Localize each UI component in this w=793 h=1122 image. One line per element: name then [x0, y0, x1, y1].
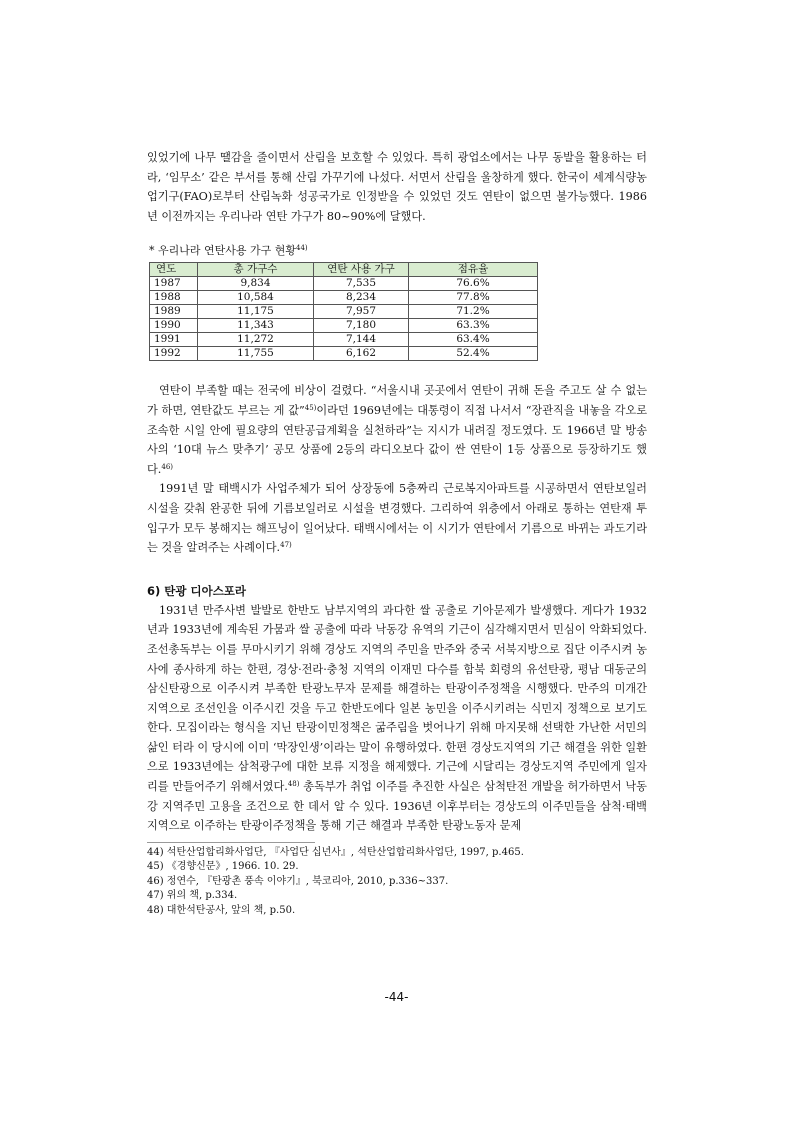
- paragraph-text: 연탄이 부족할 때는 전국에 비상이 걸렸다. “서울시내 곳곳에서 연탄이 귀해 돈을 주고도 살 수 없는가 하면, 연탄값도 부르는 게 값”: [147, 384, 647, 417]
- footnote-48: 48) 대한석탄공사, 앞의 책, p.50.: [147, 904, 296, 916]
- cell-share: 76.6%: [409, 277, 538, 291]
- briquette-households-table: [149, 262, 538, 361]
- footnote-ref-44: 44): [296, 244, 308, 253]
- paragraph-text: 1991년 말 태백시가 사업주체가 되어 상장동에 5층짜리 근로복지아파트를 시공하면서 연탄보일러 시설을 갖춰 완공한 뒤에 기름보일러로 시설을 변경했다. 그리하여 위층에서 아래로 통하는 연탄재 투입구가 모두 봉해지는 해프닝이 일어났다. 태백시에서는 이 시기가 연탄에서 기름으로 바뀌는 과도기라는 것을 알려주는 사례이다.: [147, 482, 647, 555]
- page-number: -44-: [384, 990, 409, 1004]
- footnote-divider: [147, 842, 315, 843]
- document-body: [147, 148, 647, 918]
- cell-total: 11,175: [198, 305, 314, 319]
- table-row: [150, 305, 538, 319]
- cell-briquette: 7,957: [314, 305, 409, 319]
- cell-share: 77.8%: [409, 291, 538, 305]
- cell-share: 63.3%: [409, 319, 538, 333]
- table-caption-text: * 우리나라 연탄사용 가구 현황: [149, 244, 296, 258]
- footnote-44: 44) 석탄산업합리화사업단, 『사업단 십년사』, 석탄산업합리화사업단, 1997, p.465.: [147, 846, 524, 858]
- paragraph-briquette-shortage: [147, 381, 647, 479]
- cell-year: 1988: [150, 291, 198, 305]
- footnote-ref-47: 47): [280, 541, 292, 550]
- paragraph-diaspora: [147, 601, 647, 836]
- cell-share: 71.2%: [409, 305, 538, 319]
- cell-share: 52.4%: [409, 347, 538, 361]
- cell-total: 11,343: [198, 319, 314, 333]
- footnotes: [147, 846, 647, 919]
- cell-share: 63.4%: [409, 333, 538, 347]
- table-header-row: [150, 263, 538, 277]
- table-row: [150, 277, 538, 291]
- footnote-46: 46) 정연수, 『탄광촌 풍속 이야기』, 북코리아, 2010, p.336~337.: [147, 875, 449, 887]
- footnote-45: 45) 《경향신문》, 1966. 10. 29.: [147, 861, 299, 873]
- cell-year: 1987: [150, 277, 198, 291]
- paragraph-text: 총독부가 취업 이주를 추진한 사실은 삼척탄전 개발을 허가하면서 낙동강 지역주민 고용을 조건으로 한 데서 알 수 있다. 1936년 이후부터는 경상도의 이주민들을 삼척·태백지역으로 이주하는 탄광이주정책을 통해 기근 해결과 부족한 탄광노동자 문제: [147, 780, 647, 833]
- cell-total: 10,584: [198, 291, 314, 305]
- table-caption: [147, 242, 647, 260]
- cell-year: 1990: [150, 319, 198, 333]
- paragraph-text: 1931년 만주사변 발발로 한반도 남부지역의 과다한 쌀 공출로 기아문제가 발생했다. 게다가 1932년과 1933년에 계속된 가뭄과 쌀 공출에 따라 낙동강 유역의 기근이 심각해지면서 민심이 악화되었다. 조선총독부는 이를 무마시키기 위해 경상도 지역의 주민을 만주와 중국 서북지방으로 집단 이주시켜 농사에 종사하게 하는 한편, 경상·전라·충청 지역의 이재민 다수를 함북 회령의 유선탄광, 평남 대동군의 삼신탄광으로 이주시켜 부족한 탄광노무자 문제를 해결하는 탄광이주정책을 시행했다. 만주의 미개간 지역으로 조선인을 이주시킨 것을 두고 한반도에다 일본 농민을 이주시키려는 식민지 정책으로 보기도 한다. 모집이라는 형식을 지닌 탄광이민정책은 굶주림을 벗어나기 위해 마지못해 선택한 가난한 서민의 삶인 터라 이 당시에 이미 ‘막장인생’이라는 말이 유행하였다. 한편 경상도지역의 기근 해결을 위한 일환으로 1933년에는 삼척광구에 대한 보류 지정을 해제했다. 기근에 시달리는 경상도지역 주민에게 일자리를 만들어주기 위해서였다.: [147, 603, 647, 794]
- table-row: [150, 319, 538, 333]
- header-total-households: 총 가구수: [198, 263, 314, 277]
- cell-total: 11,755: [198, 347, 314, 361]
- cell-briquette: 7,180: [314, 319, 409, 333]
- paragraph-text: 이라던 1969년에는 대통령이 직접 나서서 “장관직을 내놓을 각오로 조속한 시일 안에 필요량의 연탄공급계획을 실천하라”는 지시가 내려질 정도였다. 도 1966년 말 방송사의 ‘10대 뉴스 맞추기’ 공모 상품에 2등의 라디오보다 값이 싼 연탄이 1등 상품으로 등장하기도 했다.: [147, 403, 648, 476]
- table-row: [150, 347, 538, 361]
- cell-year: 1989: [150, 305, 198, 319]
- footnote-47: 47) 위의 책, p.334.: [147, 890, 238, 902]
- cell-briquette: 8,234: [314, 291, 409, 305]
- cell-briquette: 7,535: [314, 277, 409, 291]
- footnote-ref-48: 48): [287, 780, 300, 789]
- cell-total: 11,272: [198, 333, 314, 347]
- header-briquette-households: 연탄 사용 가구: [314, 263, 409, 277]
- cell-year: 1991: [150, 333, 198, 347]
- cell-briquette: 6,162: [314, 347, 409, 361]
- cell-briquette: 7,144: [314, 333, 409, 347]
- section-heading: 6) 탄광 디아스포라: [147, 583, 247, 598]
- cell-year: 1992: [150, 347, 198, 361]
- footnote-ref-46: 46): [161, 462, 174, 471]
- cell-total: 9,834: [198, 277, 314, 291]
- table-row: [150, 333, 538, 347]
- footnote-ref-45: 45): [304, 403, 317, 412]
- header-year: 연도: [150, 263, 198, 277]
- header-share: 점유율: [409, 263, 538, 277]
- paragraph-taebaek-apartment: [147, 479, 647, 557]
- intro-paragraph: 있었기에 나무 땔감을 줄이면서 산림을 보호할 수 있었다. 특히 광업소에서는 나무 동발을 활용하는 터라, ‘임무소’ 같은 부서를 통해 산림 가꾸기에 나섰다. 서면서 산림을 울창하게 했다. 한국이 세계식량농업기구(FAO)로부터 산림녹화 성공국가로 인정받을 수 있었던 것도 연탄이 없으면 불가능했다. 1986년 이전까지는 우리나라 연탄 가구가 80~90%에 달했다.: [147, 151, 647, 223]
- table-row: [150, 291, 538, 305]
